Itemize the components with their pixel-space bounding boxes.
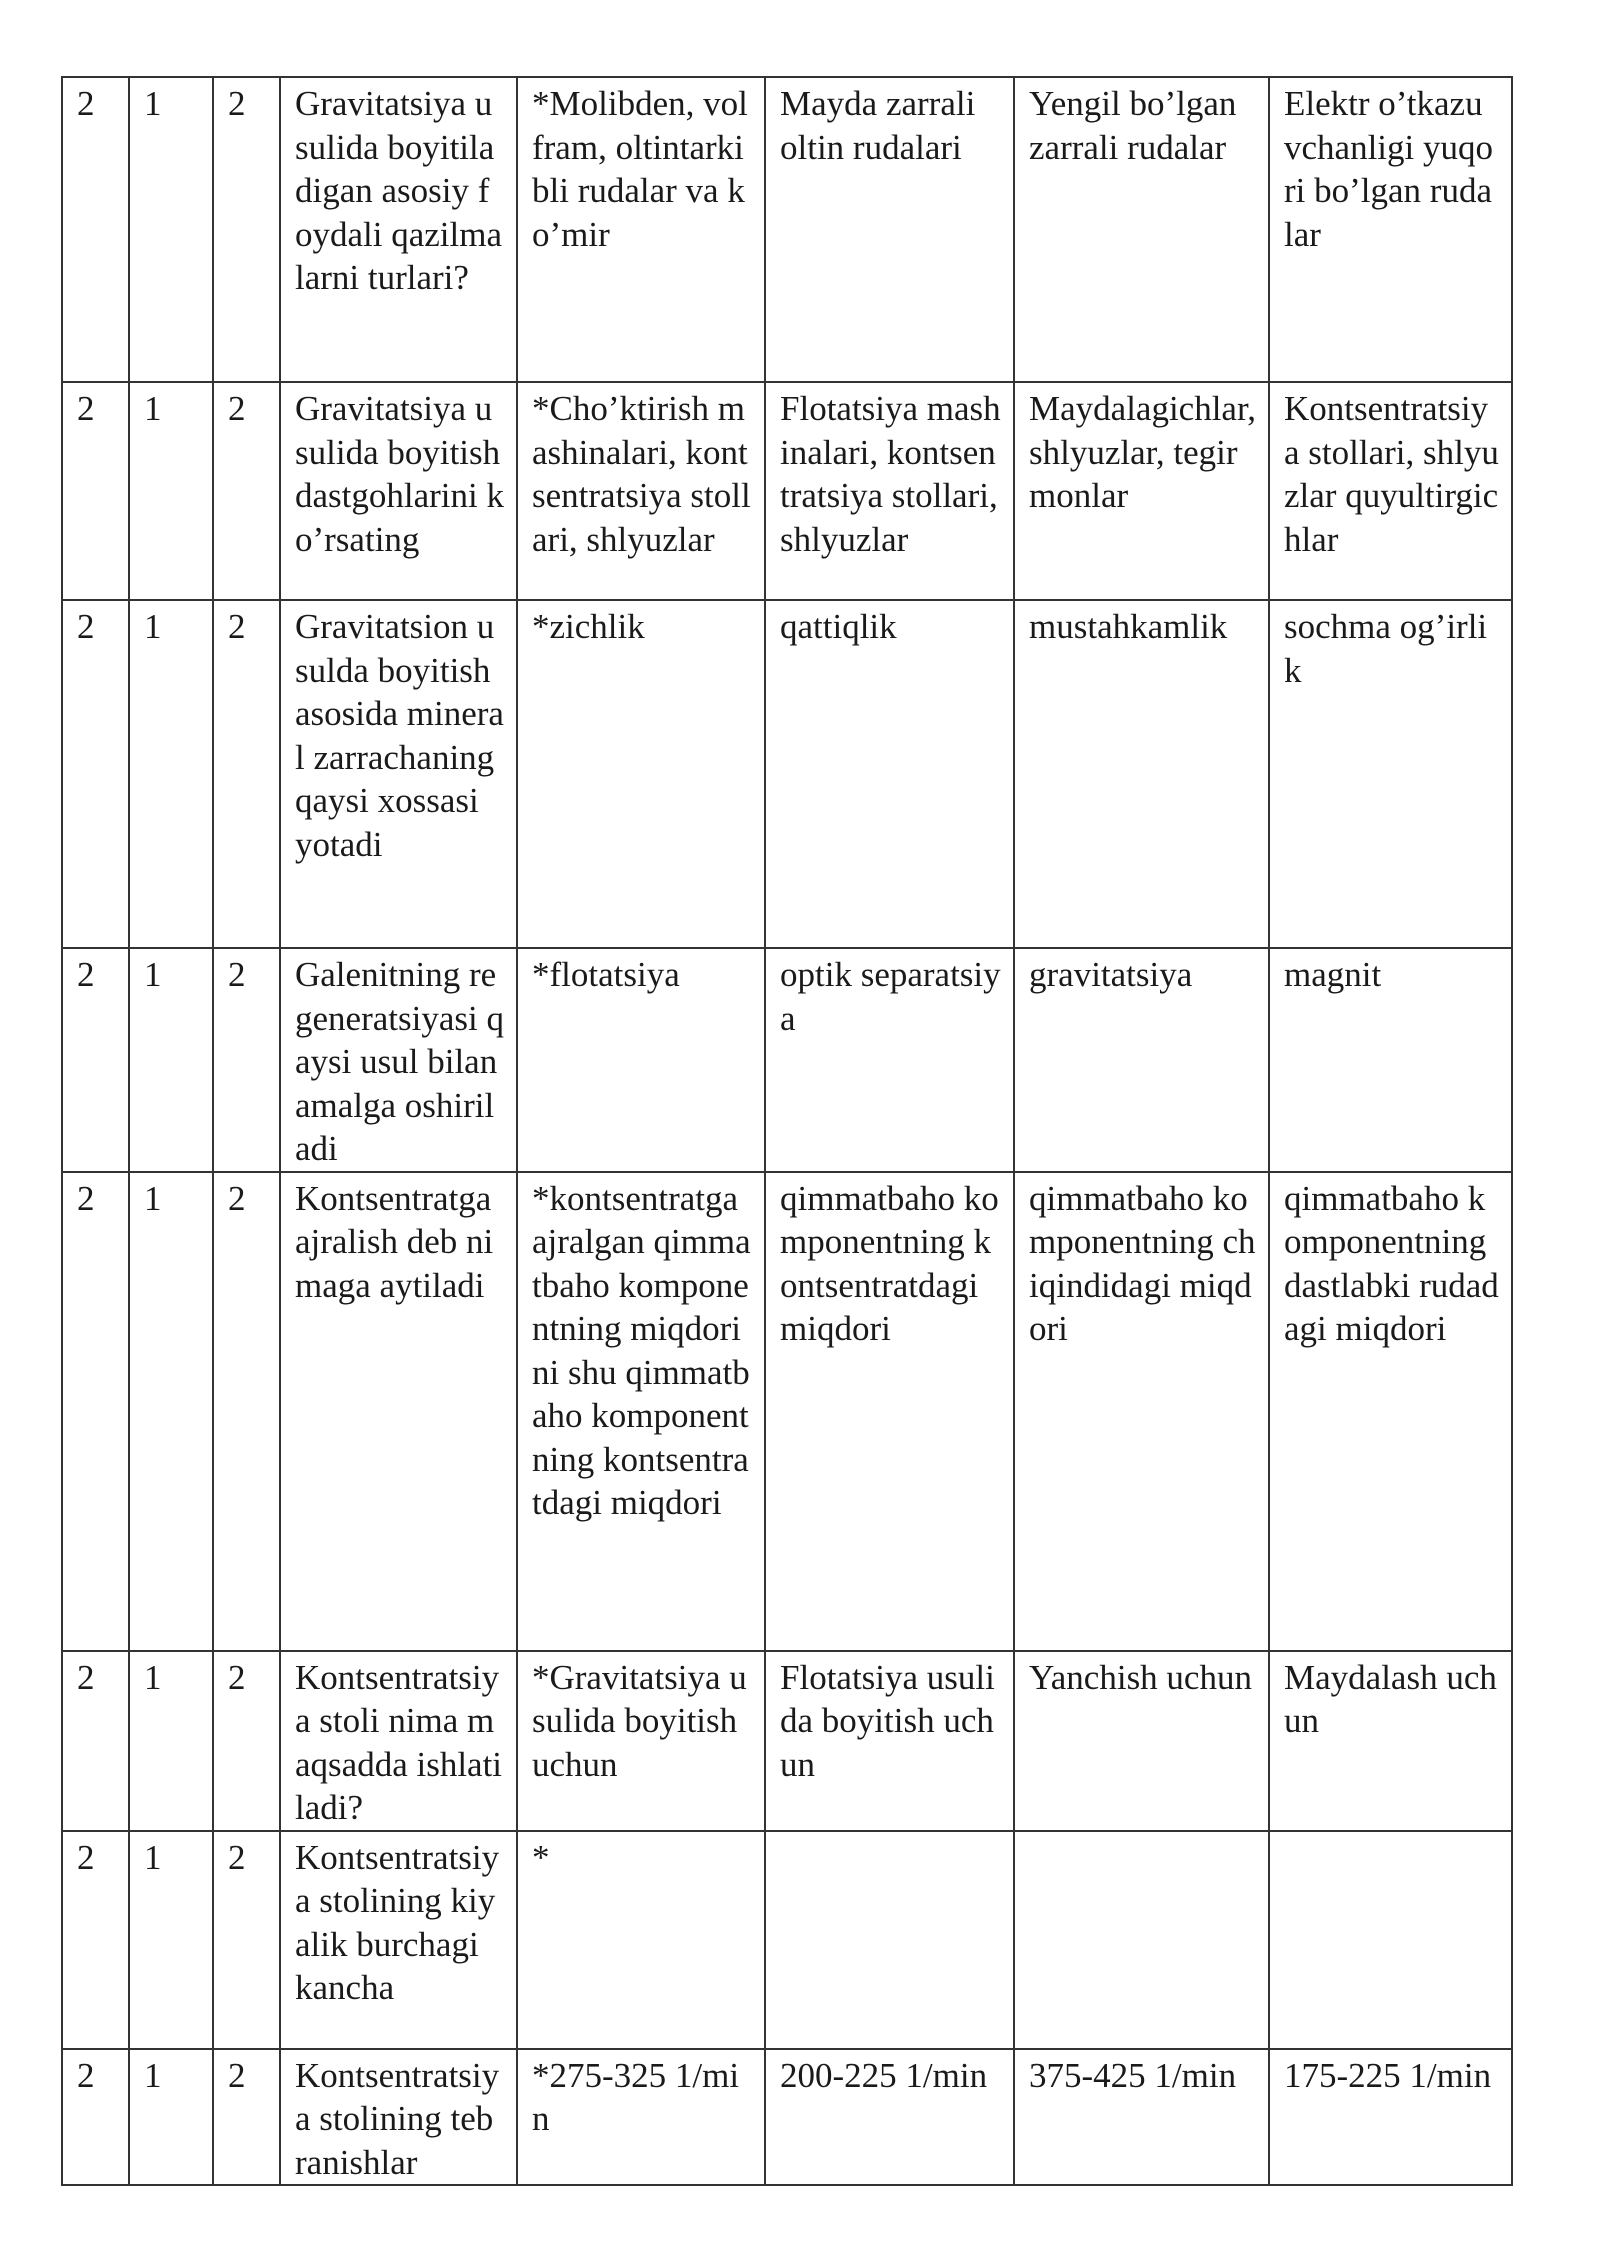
- question-cell: Galenitning regeneratsiyasi qaysi usul bilan amalga oshiriladi: [280, 948, 517, 1172]
- difficulty-cell: 1: [129, 600, 213, 948]
- answer-option-cell: magnit: [1269, 948, 1512, 1172]
- answer-option-cell: Maydalagichlar, shlyuzlar, tegirmonlar: [1014, 382, 1269, 600]
- table-row: [62, 1172, 1512, 1651]
- question-cell: Gravitatsion usulda boyitish asosida mineral zarrachaning qaysi xossasi yotadi: [280, 600, 517, 948]
- answer-option-cell: [765, 1831, 1014, 2049]
- answer-option-cell: sochma og’irlik: [1269, 600, 1512, 948]
- answer-option-cell: gravitatsiya: [1014, 948, 1269, 1172]
- difficulty-cell: 1: [129, 1651, 213, 1831]
- level-cell: 2: [62, 1172, 129, 1651]
- difficulty-cell: 1: [129, 77, 213, 382]
- correct-answer-cell: *Cho’ktirish mashinalari, kontsentratsiya stollari, shlyuzlar: [517, 382, 765, 600]
- difficulty-cell: 1: [129, 1831, 213, 2049]
- score-cell: 2: [213, 77, 280, 382]
- correct-answer-cell: *Gravitatsiya usulida boyitish uchun: [517, 1651, 765, 1831]
- answer-option-cell: qimmatbaho komponentning dastlabki rudadagi miqdori: [1269, 1172, 1512, 1651]
- answer-option-cell: optik separatsiya: [765, 948, 1014, 1172]
- answer-option-cell: Flotatsiya usulida boyitish uchun: [765, 1651, 1014, 1831]
- table-row: [62, 382, 1512, 600]
- score-cell: 2: [213, 1831, 280, 2049]
- difficulty-cell: 1: [129, 1172, 213, 1651]
- answer-option-cell: 175-225 1/min: [1269, 2049, 1512, 2186]
- score-cell: 2: [213, 382, 280, 600]
- difficulty-cell: 1: [129, 382, 213, 600]
- correct-answer-cell: *kontsentratga ajralgan qimmatbaho komponentning miqdorini shu qimmatbaho komponentning kontsentratdagi miqdori: [517, 1172, 765, 1651]
- document-page: [61, 76, 1513, 2186]
- level-cell: 2: [62, 948, 129, 1172]
- difficulty-cell: 1: [129, 948, 213, 1172]
- answer-option-cell: mustahkamlik: [1014, 600, 1269, 948]
- level-cell: 2: [62, 1651, 129, 1831]
- question-cell: Gravitatsiya usulida boyitiladigan asosiy foydali qazilmalarni turlari?: [280, 77, 517, 382]
- table-row: [62, 2049, 1512, 2186]
- difficulty-cell: 1: [129, 2049, 213, 2186]
- table-row: [62, 1831, 1512, 2049]
- question-table: [61, 76, 1513, 2186]
- answer-option-cell: qimmatbaho komponentning kontsentratdagi miqdori: [765, 1172, 1014, 1651]
- correct-answer-cell: *275-325 1/min: [517, 2049, 765, 2186]
- question-cell: Kontsentratsiya stolining kiyalik burchagi kancha: [280, 1831, 517, 2049]
- answer-option-cell: 375-425 1/min: [1014, 2049, 1269, 2186]
- answer-option-cell: Maydalash uchun: [1269, 1651, 1512, 1831]
- level-cell: 2: [62, 77, 129, 382]
- level-cell: 2: [62, 1831, 129, 2049]
- table-row: [62, 948, 1512, 1172]
- correct-answer-cell: *: [517, 1831, 765, 2049]
- score-cell: 2: [213, 600, 280, 948]
- level-cell: 2: [62, 600, 129, 948]
- correct-answer-cell: *zichlik: [517, 600, 765, 948]
- answer-option-cell: qimmatbaho komponentning chiqindidagi miqdori: [1014, 1172, 1269, 1651]
- table-row: [62, 77, 1512, 382]
- question-cell: Kontsentratsiya stoli nima maqsadda ishlatiladi?: [280, 1651, 517, 1831]
- score-cell: 2: [213, 2049, 280, 2186]
- level-cell: 2: [62, 382, 129, 600]
- answer-option-cell: qattiqlik: [765, 600, 1014, 948]
- answer-option-cell: Yanchish uchun: [1014, 1651, 1269, 1831]
- level-cell: 2: [62, 2049, 129, 2186]
- answer-option-cell: Yengil bo’lgan zarrali rudalar: [1014, 77, 1269, 382]
- table-row: [62, 600, 1512, 948]
- answer-option-cell: 200-225 1/min: [765, 2049, 1014, 2186]
- question-cell: Kontsentratga ajralish deb nimaga aytiladi: [280, 1172, 517, 1651]
- question-cell: Kontsentratsiya stolining tebranishlar: [280, 2049, 517, 2186]
- correct-answer-cell: *Molibden, volfram, oltintarkibli rudalar va ko’mir: [517, 77, 765, 382]
- correct-answer-cell: *flotatsiya: [517, 948, 765, 1172]
- answer-option-cell: [1269, 1831, 1512, 2049]
- answer-option-cell: Elektr o’tkazuvchanligi yuqori bo’lgan rudalar: [1269, 77, 1512, 382]
- answer-option-cell: Kontsentratsiya stollari, shlyuzlar quyultirgichlar: [1269, 382, 1512, 600]
- question-cell: Gravitatsiya usulida boyitish dastgohlarini ko’rsating: [280, 382, 517, 600]
- answer-option-cell: Mayda zarrali oltin rudalari: [765, 77, 1014, 382]
- score-cell: 2: [213, 948, 280, 1172]
- table-row: [62, 1651, 1512, 1831]
- score-cell: 2: [213, 1651, 280, 1831]
- score-cell: 2: [213, 1172, 280, 1651]
- answer-option-cell: [1014, 1831, 1269, 2049]
- answer-option-cell: Flotatsiya mashinalari, kontsentratsiya stollari, shlyuzlar: [765, 382, 1014, 600]
